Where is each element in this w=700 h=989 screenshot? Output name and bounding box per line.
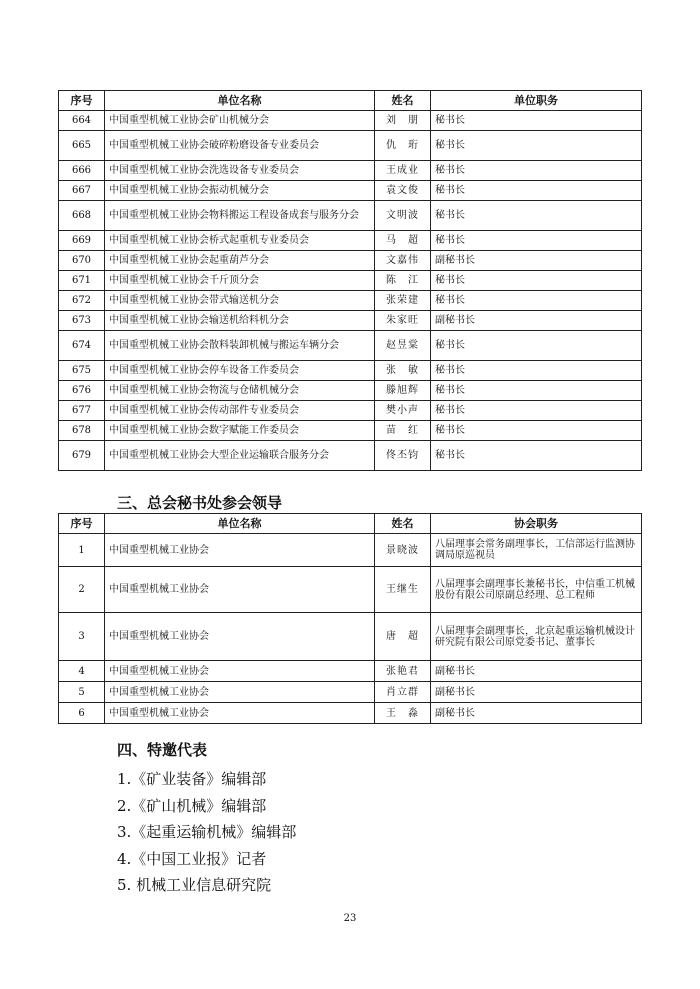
row-number: 3: [59, 613, 105, 661]
table-row: [59, 331, 642, 361]
position: 秘书长: [431, 271, 642, 291]
person-name: 肖立群: [375, 682, 431, 703]
invited-item: 1.《矿业装备》编辑部: [117, 770, 267, 788]
invited-item: 2.《矿山机械》编辑部: [117, 797, 267, 815]
person-name: 张 敏: [375, 361, 431, 381]
position: 秘书长: [431, 181, 642, 201]
table-row: [59, 131, 642, 161]
person-name: 王继生: [375, 567, 431, 613]
person-name: 朱家旺: [375, 311, 431, 331]
secretariat-leaders-table: [58, 513, 642, 724]
position: 秘书长: [431, 361, 642, 381]
person-name: 陈 江: [375, 271, 431, 291]
unit-name: 中国重型机械工业协会破碎粉磨设备专业委员会: [105, 131, 375, 161]
invited-item: 3.《起重运输机械》编辑部: [117, 823, 297, 841]
row-number: 4: [59, 661, 105, 682]
table-row: [59, 181, 642, 201]
invited-item: 4.《中国工业报》记者: [117, 850, 267, 868]
row-number: 674: [59, 331, 105, 361]
column-header: 单位职务: [431, 91, 642, 111]
position: 秘书长: [431, 161, 642, 181]
table-row: [59, 381, 642, 401]
position: 秘书长: [431, 331, 642, 361]
column-header: 序号: [59, 514, 105, 534]
table-row: [59, 201, 642, 231]
person-name: 樊小声: [375, 401, 431, 421]
unit-name: 中国重型机械工业协会起重葫芦分会: [105, 251, 375, 271]
unit-name: 中国重型机械工业协会带式输送机分会: [105, 291, 375, 311]
unit-name: 中国重型机械工业协会: [105, 703, 375, 724]
position: 副秘书长: [431, 251, 642, 271]
row-number: 677: [59, 401, 105, 421]
position: 秘书长: [431, 421, 642, 441]
table-header-row: [59, 91, 642, 111]
row-number: 671: [59, 271, 105, 291]
row-number: 667: [59, 181, 105, 201]
branch-secretaries-table: [58, 90, 642, 471]
person-name: 赵昱棠: [375, 331, 431, 361]
unit-name: 中国重型机械工业协会物料搬运工程设备成套与服务分会: [105, 201, 375, 231]
person-name: 仇 珩: [375, 131, 431, 161]
unit-name: 中国重型机械工业协会: [105, 613, 375, 661]
row-number: 673: [59, 311, 105, 331]
person-name: 苗 红: [375, 421, 431, 441]
section-3-heading: 三、总会秘书处参会领导: [117, 494, 283, 512]
person-name: 马 超: [375, 231, 431, 251]
row-number: 676: [59, 381, 105, 401]
unit-name: 中国重型机械工业协会输送机给料机分会: [105, 311, 375, 331]
table-row: [59, 441, 642, 471]
person-name: 文明波: [375, 201, 431, 231]
position: 秘书长: [431, 111, 642, 131]
table-header-row: [59, 514, 642, 534]
person-name: 唐 超: [375, 613, 431, 661]
row-number: 679: [59, 441, 105, 471]
position: 副秘书长: [431, 661, 642, 682]
row-number: 5: [59, 682, 105, 703]
person-name: 景晓波: [375, 534, 431, 567]
row-number: 678: [59, 421, 105, 441]
unit-name: 中国重型机械工业协会: [105, 682, 375, 703]
unit-name: 中国重型机械工业协会散料装卸机械与搬运车辆分会: [105, 331, 375, 361]
position: 秘书长: [431, 381, 642, 401]
unit-name: 中国重型机械工业协会大型企业运输联合服务分会: [105, 441, 375, 471]
page-number: 23: [343, 913, 357, 924]
person-name: 王 淼: [375, 703, 431, 724]
invited-item: 5. 机械工业信息研究院: [117, 876, 272, 894]
section-4-heading: 四、特邀代表: [117, 741, 208, 759]
position: 八届理事会副理事长兼秘书长，中信重工机械股份有限公司原副总经理、总工程师: [431, 567, 642, 613]
table-row: [59, 361, 642, 381]
unit-name: 中国重型机械工业协会停车设备工作委员会: [105, 361, 375, 381]
person-name: 王成业: [375, 161, 431, 181]
position: 八届理事会副理事长，北京起重运输机械设计研究院有限公司原党委书记、董事长: [431, 613, 642, 661]
row-number: 666: [59, 161, 105, 181]
person-name: 文嘉伟: [375, 251, 431, 271]
table-row: [59, 567, 642, 613]
row-number: 675: [59, 361, 105, 381]
row-number: 2: [59, 567, 105, 613]
row-number: 664: [59, 111, 105, 131]
position: 副秘书长: [431, 682, 642, 703]
row-number: 672: [59, 291, 105, 311]
person-name: 刘 朋: [375, 111, 431, 131]
unit-name: 中国重型机械工业协会桥式起重机专业委员会: [105, 231, 375, 251]
person-name: 佟丕钧: [375, 441, 431, 471]
position: 八届理事会常务副理事长，工信部运行监测协调局原巡视员: [431, 534, 642, 567]
position: 秘书长: [431, 231, 642, 251]
position: 秘书长: [431, 131, 642, 161]
position: 副秘书长: [431, 703, 642, 724]
unit-name: 中国重型机械工业协会矿山机械分会: [105, 111, 375, 131]
column-header: 姓名: [375, 91, 431, 111]
table-row: [59, 291, 642, 311]
column-header: 协会职务: [431, 514, 642, 534]
column-header: 序号: [59, 91, 105, 111]
row-number: 665: [59, 131, 105, 161]
table-row: [59, 311, 642, 331]
position: 副秘书长: [431, 311, 642, 331]
column-header: 姓名: [375, 514, 431, 534]
row-number: 1: [59, 534, 105, 567]
person-name: 滕旭辉: [375, 381, 431, 401]
table-row: [59, 534, 642, 567]
unit-name: 中国重型机械工业协会物流与仓储机械分会: [105, 381, 375, 401]
row-number: 6: [59, 703, 105, 724]
person-name: 张艳君: [375, 661, 431, 682]
table-row: [59, 251, 642, 271]
position: 秘书长: [431, 401, 642, 421]
table-row: [59, 613, 642, 661]
person-name: 袁文俊: [375, 181, 431, 201]
unit-name: 中国重型机械工业协会: [105, 661, 375, 682]
row-number: 668: [59, 201, 105, 231]
unit-name: 中国重型机械工业协会洗选设备专业委员会: [105, 161, 375, 181]
table-row: [59, 703, 642, 724]
table-row: [59, 161, 642, 181]
unit-name: 中国重型机械工业协会: [105, 567, 375, 613]
person-name: 张荣建: [375, 291, 431, 311]
row-number: 669: [59, 231, 105, 251]
unit-name: 中国重型机械工业协会传动部件专业委员会: [105, 401, 375, 421]
unit-name: 中国重型机械工业协会数字赋能工作委员会: [105, 421, 375, 441]
column-header: 单位名称: [105, 91, 375, 111]
unit-name: 中国重型机械工业协会千斤顶分会: [105, 271, 375, 291]
table-row: [59, 682, 642, 703]
table-row: [59, 401, 642, 421]
position: 秘书长: [431, 291, 642, 311]
table-row: [59, 231, 642, 251]
unit-name: 中国重型机械工业协会: [105, 534, 375, 567]
position: 秘书长: [431, 441, 642, 471]
unit-name: 中国重型机械工业协会振动机械分会: [105, 181, 375, 201]
table-row: [59, 661, 642, 682]
table-row: [59, 271, 642, 291]
column-header: 单位名称: [105, 514, 375, 534]
row-number: 670: [59, 251, 105, 271]
table-row: [59, 111, 642, 131]
table-row: [59, 421, 642, 441]
position: 秘书长: [431, 201, 642, 231]
